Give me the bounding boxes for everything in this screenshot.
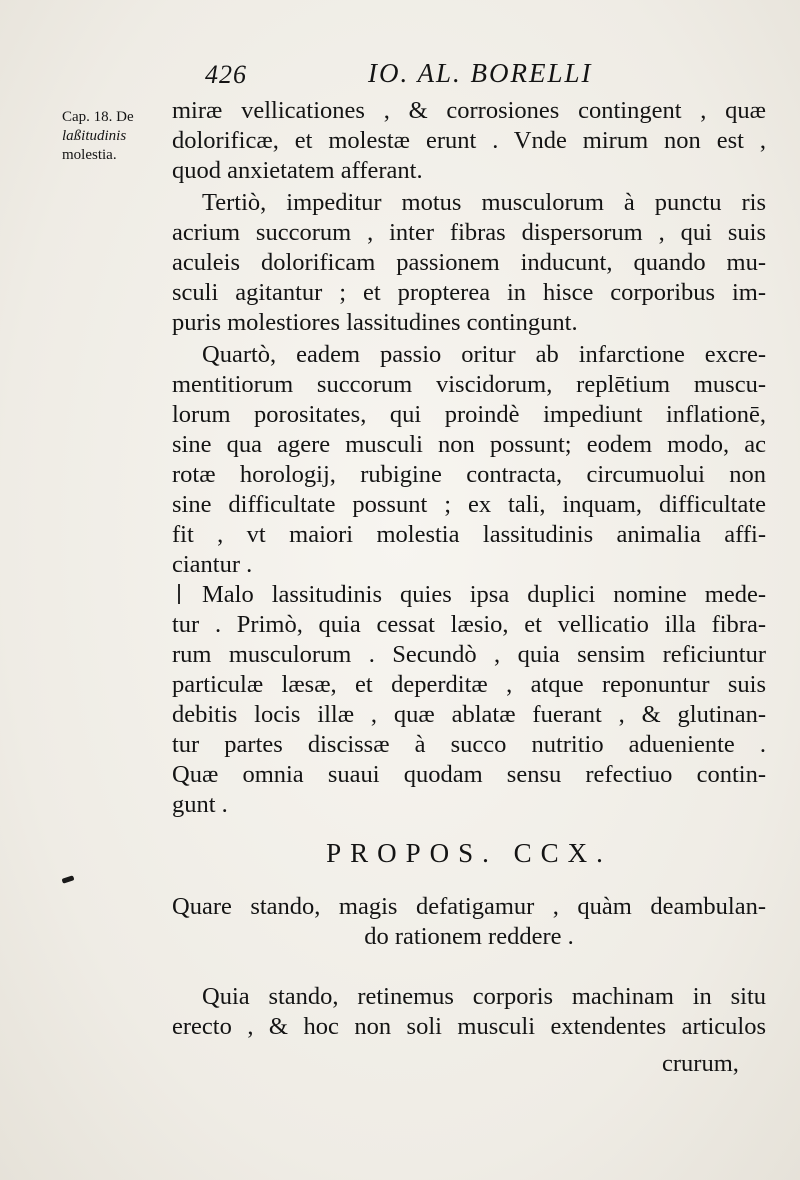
text-line: acrium succorum , inter fibras dispersorum , qui suis [172,219,766,246]
margin-note [62,108,180,165]
page-number: 426 [205,60,247,89]
margin-note-line: laßitudinis [62,128,127,144]
text-line: mentitiorum succorum viscidorum, replētium muscu- [172,371,766,398]
text-line: sculi agitantur ; et propterea in hisce corporibus im- [172,279,766,306]
text-line: debitis locis illæ , quæ ablatæ fuerant , & glutinan- [172,701,766,728]
text-line: puris molestiores lassitudines contingunt. [172,309,578,336]
text-line: Quia stando, retinemus corporis machinam in situ [202,983,766,1010]
margin-note-line: Cap. 18. De [62,109,134,125]
text-line: Quare stando, magis defatigamur , quàm deambulan- [172,893,766,920]
text-line: erecto , & hoc non soli musculi extendentes articulos [172,1013,766,1040]
text-line: tur . Primò, quia cessat læsio, et vellicatio illa fibra- [172,611,766,638]
text-line: fit , vt maiori molestia lassitudinis animalia affi- [172,521,766,548]
margin-note-line: molestia. [62,147,117,163]
text-line: quod anxietatem afferant. [172,157,423,184]
text-line: tur partes discissæ à succo nutritio adueniente . [172,731,766,758]
text-line: Quartò, eadem passio oritur ab infarctione excre- [202,341,766,368]
margin-mark [178,584,180,604]
catchword: crurum, [662,1050,739,1077]
text-line: dolorificæ, et molestæ erunt . Vnde mirum non est , [172,127,766,154]
text-line: Quæ omnia suaui quodam sensu refectiuo contin- [172,761,766,788]
ink-speck [62,875,75,883]
text-line: rum musculorum . Secundò , quia sensim reficiuntur [172,641,766,668]
text-line: lorum porositates, qui proindè impediunt inflationē, [172,401,766,428]
text-line: sine qua agere musculi non possunt; eodem modo, ac [172,431,766,458]
text-line: gunt . [172,791,228,818]
running-head: IO. AL. BORELLI [368,58,593,88]
text-line: Tertiò, impeditur motus musculorum à punctu ris [202,189,766,216]
proposition-heading: PROPOS. CCX. [326,838,612,868]
text-line: ciantur . [172,551,253,578]
text-line: aculeis dolorificam passionem inducunt, quando mu- [172,249,766,276]
text-line: sine difficultate possunt ; ex tali, inquam, difficultate [172,491,766,518]
page-header [0,52,800,92]
text-line: Malo lassitudinis quies ipsa duplici nomine mede- [202,581,766,608]
text-line: do rationem reddere . [364,923,574,950]
text-line: particulæ læsæ, et deperditæ , atque reponuntur suis [172,671,766,698]
text-line: miræ vellicationes , & corrosiones contingent , quæ [172,97,766,124]
text-line: rotæ horologij, rubigine contracta, circumuolui non [172,461,766,488]
